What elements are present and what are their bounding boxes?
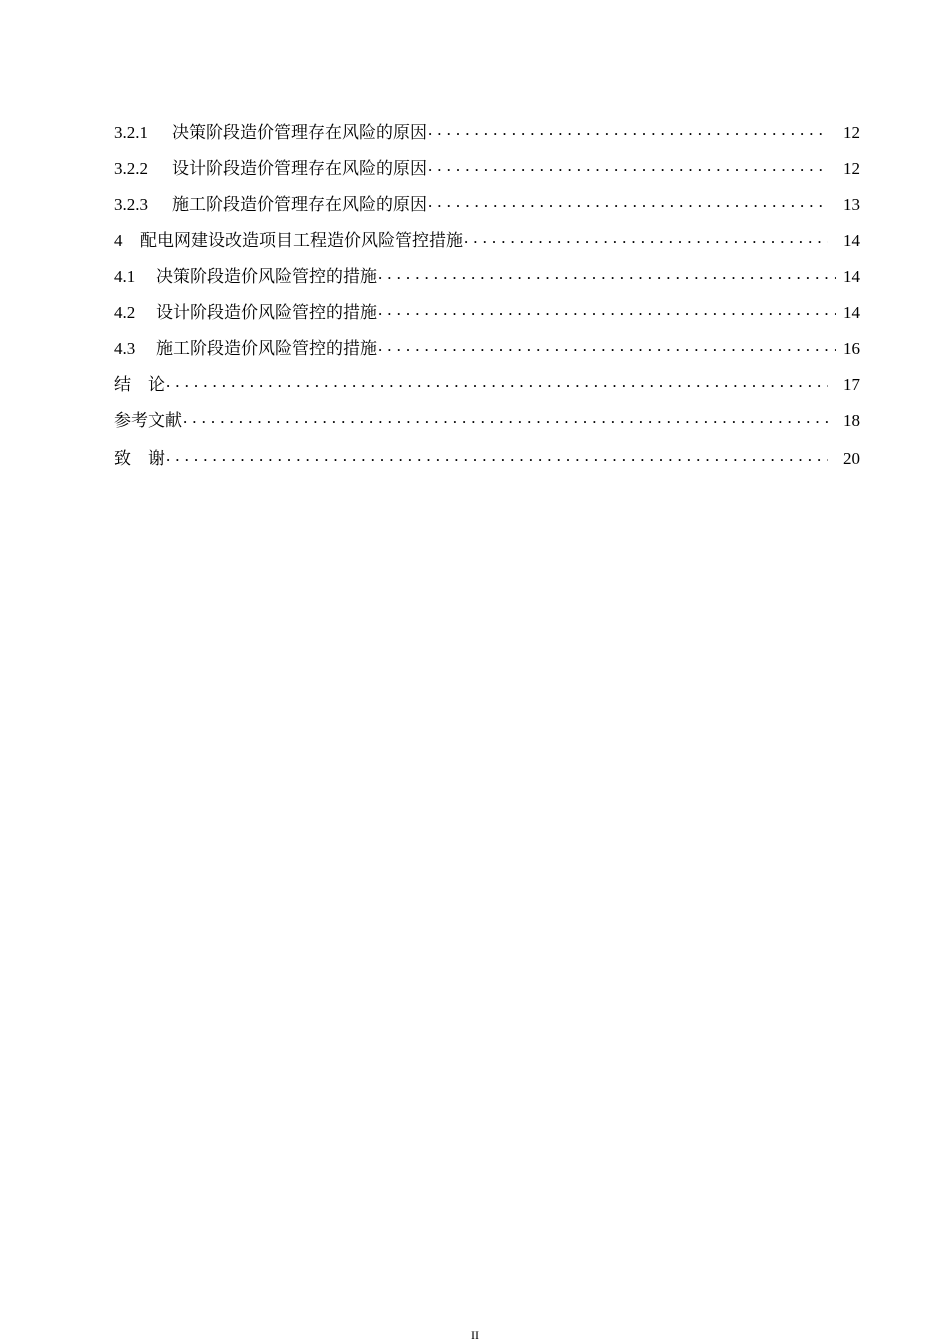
toc-entry-number: 4.2 bbox=[114, 303, 136, 322]
page-number-footer: II bbox=[471, 1328, 479, 1342]
toc-entry-title: 配电网建设改造项目工程造价风险管控措施 bbox=[140, 231, 463, 250]
toc-entry-number: 3.2.2 bbox=[114, 159, 148, 178]
toc-entry-title: 设计阶段造价管理存在风险的原因 bbox=[172, 159, 427, 178]
toc-entry-title: 决策阶段造价管理存在风险的原因 bbox=[172, 123, 427, 142]
toc-leader-dots bbox=[183, 408, 828, 426]
toc-leader-dots bbox=[428, 120, 828, 138]
toc-entry[interactable] bbox=[114, 154, 860, 190]
toc-entry-page: 13 bbox=[843, 195, 860, 214]
toc-entry-title: 决策阶段造价风险管控的措施 bbox=[156, 267, 377, 286]
toc-entry-page: 12 bbox=[843, 159, 860, 178]
toc-entry-title: 设计阶段造价风险管控的措施 bbox=[156, 303, 377, 322]
table-of-contents bbox=[114, 118, 860, 480]
toc-entry-number: 4.1 bbox=[114, 267, 136, 286]
toc-leader-dots bbox=[464, 228, 828, 246]
toc-entry-number: 4 bbox=[114, 231, 123, 250]
toc-entry[interactable] bbox=[114, 334, 860, 370]
toc-leader-dots bbox=[166, 446, 828, 464]
toc-entry-page: 18 bbox=[843, 411, 860, 430]
toc-entry-title: 施工阶段造价管理存在风险的原因 bbox=[172, 195, 427, 214]
toc-entry[interactable] bbox=[114, 444, 860, 480]
toc-entry-title: 参考文献 bbox=[114, 411, 182, 430]
toc-entry[interactable] bbox=[114, 262, 860, 298]
toc-entry[interactable] bbox=[114, 406, 860, 442]
toc-entry[interactable] bbox=[114, 190, 860, 226]
toc-leader-dots bbox=[428, 192, 828, 210]
toc-entry[interactable] bbox=[114, 298, 860, 334]
toc-entry-page: 12 bbox=[843, 123, 860, 142]
toc-entry-title: 致 谢 bbox=[114, 449, 165, 468]
toc-entry-page: 17 bbox=[843, 375, 860, 394]
toc-entry[interactable] bbox=[114, 370, 860, 406]
toc-entry-page: 20 bbox=[843, 449, 860, 468]
toc-leader-dots bbox=[378, 300, 836, 318]
toc-entry-page: 16 bbox=[843, 339, 860, 358]
toc-entry[interactable] bbox=[114, 118, 860, 154]
toc-entry-title: 结 论 bbox=[114, 375, 165, 394]
toc-leader-dots bbox=[378, 336, 836, 354]
toc-entry-page: 14 bbox=[843, 267, 860, 286]
toc-entry-page: 14 bbox=[843, 231, 860, 250]
toc-entry-number: 3.2.1 bbox=[114, 123, 148, 142]
toc-entry[interactable] bbox=[114, 226, 860, 262]
toc-entry-number: 3.2.3 bbox=[114, 195, 148, 214]
toc-entry-number: 4.3 bbox=[114, 339, 136, 358]
toc-entry-title: 施工阶段造价风险管控的措施 bbox=[156, 339, 377, 358]
toc-leader-dots bbox=[166, 372, 828, 390]
toc-leader-dots bbox=[428, 156, 828, 174]
toc-leader-dots bbox=[378, 264, 836, 282]
toc-entry-page: 14 bbox=[843, 303, 860, 322]
